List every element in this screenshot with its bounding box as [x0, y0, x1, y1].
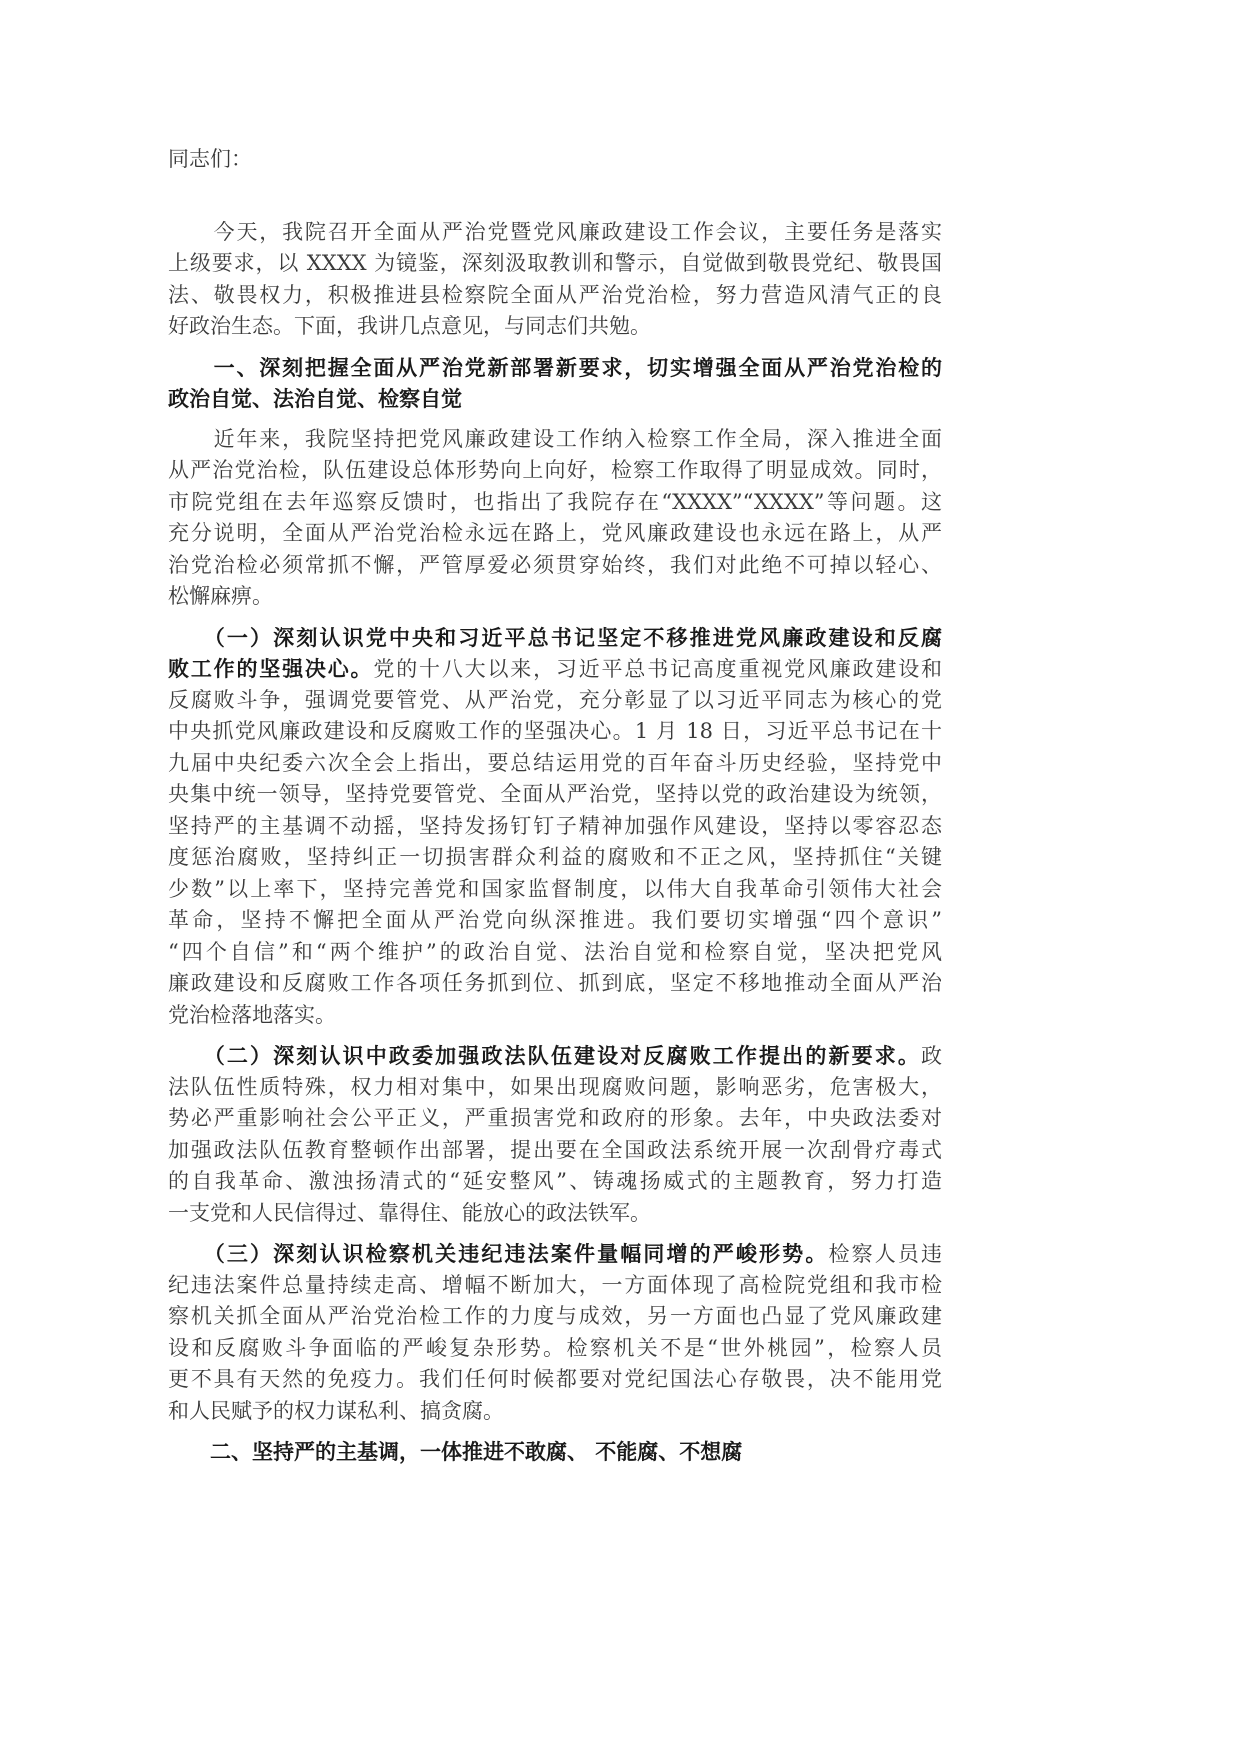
- body-paragraph: [168, 1238, 942, 1427]
- line-text: 的自我革命、激浊扬清式的“延安整风”、铸魂扬威式的主题教育，努力打造: [168, 1169, 942, 1193]
- line-text: 政治自觉、法治自觉、检察自觉: [168, 386, 462, 411]
- text-line: [168, 653, 942, 685]
- line-text: 察机关抓全面从严治党治检工作的力度与成效，另一方面也凸显了党风廉政建: [168, 1304, 942, 1328]
- text-line: [168, 968, 942, 1000]
- line-text: 近年来，我院坚持把党风廉政建设工作纳入检察工作全局，深入推进全面: [168, 426, 942, 451]
- text-line: [168, 937, 942, 969]
- line-text: 充分说明，全面从严治党治检永远在路上，党风廉政建设也永远在路上，从严: [168, 521, 942, 545]
- greeting: 同志们：: [168, 147, 252, 171]
- line-text: 势必严重影响社会公平正义，严重损害党和政府的形象。去年，中央政法委对: [168, 1106, 942, 1130]
- line-text: 松懈麻痹。: [168, 584, 273, 608]
- text-line: [168, 1198, 942, 1230]
- line-text: 从严治党治检，队伍建设总体形势向上向好，检察工作取得了明显成效。同时，: [168, 458, 942, 482]
- line-text: 央集中统一领导，坚持党要管党、全面从严治党，坚持以党的政治建设为统领，: [168, 782, 942, 806]
- text-line: [168, 905, 942, 937]
- text-line: [168, 1333, 942, 1365]
- bold-lead-text: （一）深刻认识党中央和习近平总书记坚定不移推进党风廉政建设和反腐: [168, 624, 942, 650]
- text-line: [168, 280, 942, 312]
- text-line: [168, 487, 942, 519]
- line-text: 中央抓党风廉政建设和反腐败工作的坚强决心。1 月 18 日，习近平总书记在十: [168, 719, 942, 743]
- line-text: 加强政法队伍教育整顿作出部署，提出要在全国政法系统开展一次刮骨疗毒式: [168, 1137, 942, 1162]
- line-text: 政: [921, 1044, 942, 1068]
- text-line: [168, 1436, 942, 1468]
- line-text: 治党治检必须常抓不懈，严管厚爱必须贯穿始终，我们对此绝不可掉以轻心、: [168, 552, 942, 577]
- line-text: 党治检落地落实。: [168, 1002, 336, 1027]
- section-heading: [168, 1436, 942, 1468]
- line-text: 和人民赋予的权力谋私利、搞贪腐。: [168, 1398, 504, 1423]
- bold-lead-text: （二）深刻认识中政委加强政法队伍建设对反腐败工作提出的新要求。: [168, 1043, 921, 1068]
- text-line: [168, 1103, 942, 1135]
- text-line: [168, 311, 942, 343]
- line-text: 市院党组在去年巡察反馈时，也指出了我院存在“XXXX”“XXXX”等问题。这: [168, 489, 942, 514]
- line-text: 九届中央纪委六次全会上指出，要总结运用党的百年奋斗历史经验，坚持党中: [168, 750, 942, 775]
- text-line: [168, 383, 942, 415]
- text-line: [168, 716, 942, 748]
- text-line: [168, 622, 942, 654]
- text-line: [168, 217, 942, 249]
- line-text: 革命，坚持不懈把全面从严治党向纵深推进。我们要切实增强“四个意识”: [168, 908, 942, 932]
- text-line: [168, 779, 942, 811]
- text-line: [168, 1238, 942, 1270]
- line-text: 度惩治腐败，坚持纠正一切损害群众利益的腐败和不正之风，坚持抓住“关键: [168, 845, 942, 869]
- line-text: 一、深刻把握全面从严治党新部署新要求，切实增强全面从严治党治检的: [168, 354, 942, 380]
- line-text: 廉政建设和反腐败工作各项任务抓到位、抓到底，坚定不移地推动全面从严治: [168, 971, 942, 995]
- line-text: 好政治生态。下面，我讲几点意见，与同志们共勉。: [168, 314, 651, 338]
- line-text: “四个自信”和“两个维护”的政治自觉、法治自觉和检察自觉，坚决把党风: [168, 939, 942, 964]
- text-line: [168, 248, 942, 280]
- body-paragraph: [168, 622, 942, 1032]
- text-line: [168, 581, 942, 613]
- line-text: 纪违法案件总量持续走高、增幅不断加大，一方面体现了高检院党组和我市检: [168, 1272, 942, 1297]
- text-line: [168, 550, 942, 582]
- text-line: [168, 1364, 942, 1396]
- line-text: 今天，我院召开全面从严治党暨党风廉政建设工作会议，主要任务是落实: [168, 219, 942, 244]
- line-text: 少数”以上率下，坚持完善党和国家监督制度，以伟大自我革命引领伟大社会: [168, 876, 942, 901]
- text-line: [168, 874, 942, 906]
- line-text: 二、坚持严的主基调，一体推进不敢腐、 不能腐、不想腐: [168, 1439, 743, 1464]
- line-text: 反腐败斗争，强调党要管党、从严治党，充分彰显了以习近平同志为核心的党: [168, 687, 942, 712]
- text-line: [168, 1072, 942, 1104]
- text-line: [168, 455, 942, 487]
- text-line: [168, 1000, 942, 1032]
- text-line: [168, 1396, 942, 1428]
- text-line: [168, 518, 942, 550]
- line-text: 坚持严的主基调不动摇，坚持发扬钉钉子精神加强作风建设，坚持以零容忍态: [168, 813, 942, 838]
- text-line: [168, 1270, 942, 1302]
- line-text: 上级要求，以 XXXX 为镜鉴，深刻汲取教训和警示，自觉做到敬畏党纪、敬畏国: [168, 251, 942, 275]
- body-paragraph: [168, 424, 942, 613]
- text-line: [168, 811, 942, 843]
- text-line: [168, 1135, 942, 1167]
- text-line: [168, 1301, 942, 1333]
- text-line: [168, 424, 942, 456]
- document-body: [168, 217, 942, 1468]
- line-text: 更不具有天然的免疫力。我们任何时候都要对党纪国法心存敬畏，决不能用党: [168, 1367, 942, 1391]
- body-paragraph: [168, 1040, 942, 1229]
- bold-lead-text: （三）深刻认识检察机关违纪违法案件量幅同增的严峻形势。: [168, 1241, 829, 1266]
- section-heading: [168, 352, 942, 415]
- text-line: [168, 1040, 942, 1072]
- text-line: [168, 685, 942, 717]
- text-line: [168, 842, 942, 874]
- line-text: 一支党和人民信得过、靠得住、能放心的政法铁军。: [168, 1200, 651, 1225]
- line-text: 党的十八大以来，习近平总书记高度重视党风廉政建设和: [373, 657, 943, 681]
- text-line: [168, 352, 942, 384]
- text-line: [168, 1166, 942, 1198]
- line-text: 设和反腐败斗争面临的严峻复杂形势。检察机关不是“世外桃园”，检察人员: [168, 1335, 942, 1360]
- line-text: 检察人员违: [828, 1242, 942, 1266]
- line-text: 法队伍性质特殊，权力相对集中，如果出现腐败问题，影响恶劣，危害极大，: [168, 1074, 942, 1099]
- line-text: 法、敬畏权力，积极推进县检察院全面从严治党治检，努力营造风清气正的良: [168, 282, 942, 307]
- document-page: [168, 144, 942, 1477]
- body-paragraph: [168, 217, 942, 343]
- bold-lead-text: 败工作的坚强决心。: [168, 656, 374, 681]
- text-line: [168, 748, 942, 780]
